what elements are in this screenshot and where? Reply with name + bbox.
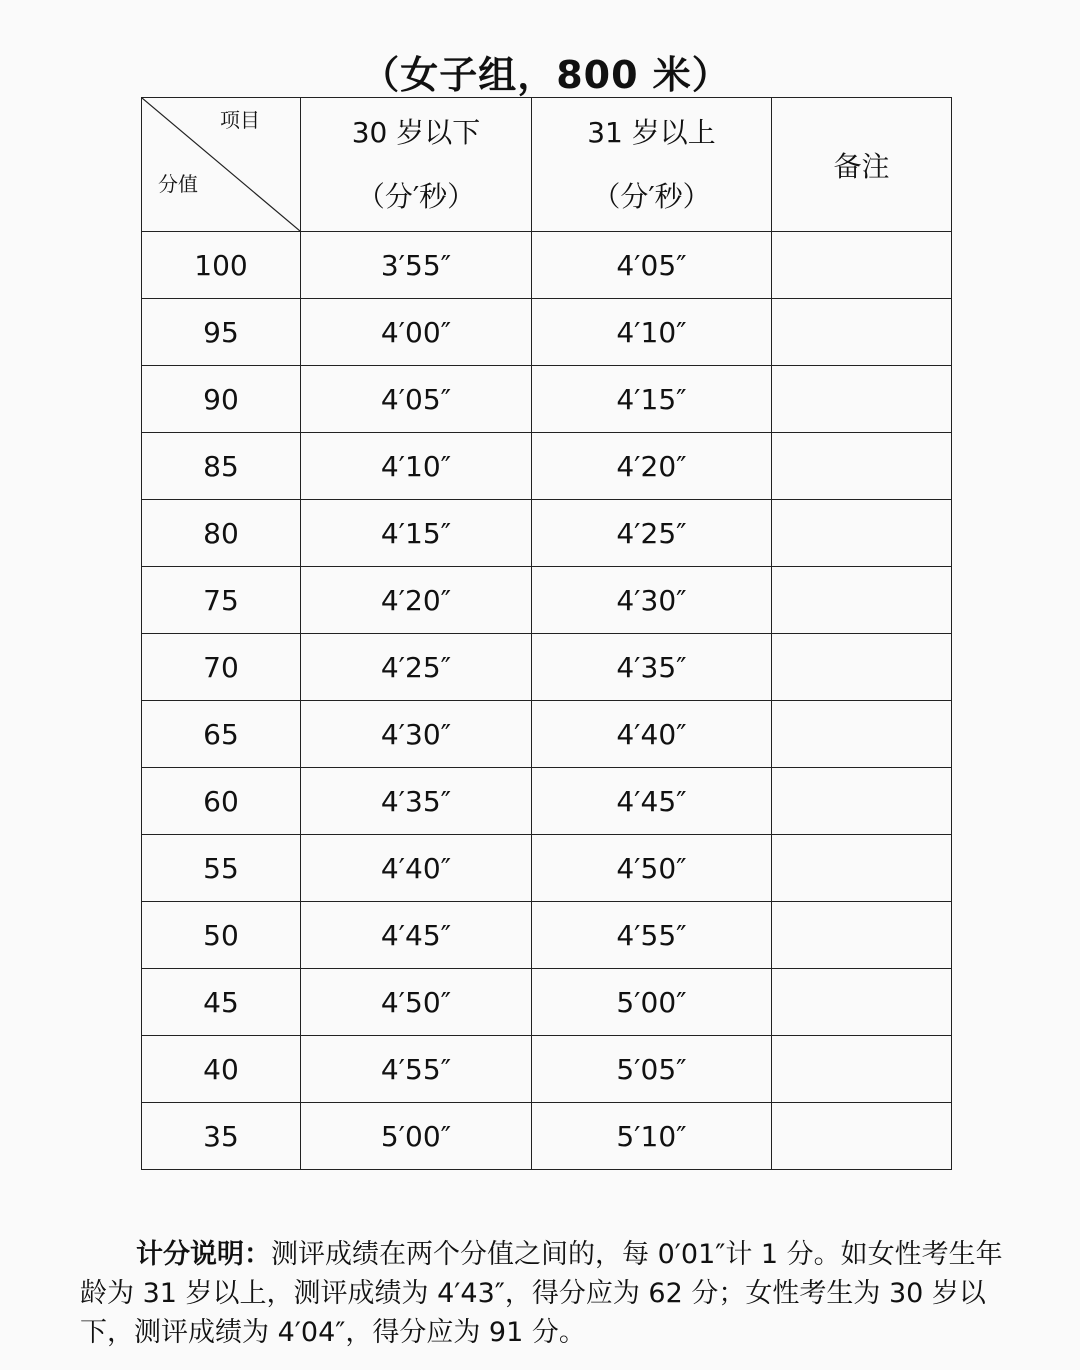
column-header-under30-title: 30 岁以下 xyxy=(351,115,481,149)
under30-time-cell: 4′10″ xyxy=(301,433,532,500)
column-header-over31 xyxy=(532,98,772,232)
remarks-cell xyxy=(772,1103,952,1170)
score-cell: 80 xyxy=(142,500,301,567)
table-row xyxy=(142,433,952,500)
under30-time-cell: 4′40″ xyxy=(301,835,532,902)
over31-time-cell: 4′55″ xyxy=(532,902,772,969)
under30-time-cell: 4′35″ xyxy=(301,768,532,835)
page-title: （女子组，800 米） xyxy=(361,53,731,97)
scoring-note-label: 计分说明： xyxy=(136,1239,271,1270)
over31-time-cell: 4′20″ xyxy=(532,433,772,500)
over31-time-cell: 5′00″ xyxy=(532,969,772,1036)
table-header-row xyxy=(142,98,952,232)
column-header-under30 xyxy=(301,98,532,232)
remarks-cell xyxy=(772,701,952,768)
score-cell: 85 xyxy=(142,433,301,500)
scoring-note-text: 测评成绩在两个分值之间的，每 0′01″计 1 分。如女性考生年龄为 31 岁以上，测评成绩为 4′43″，得分应为 62 分；女性考生为 30 岁以下，测评成绩为 4′04″，得分应为 91 分。 xyxy=(80,1239,1003,1348)
under30-time-cell: 4′05″ xyxy=(301,366,532,433)
table-row xyxy=(142,902,952,969)
score-cell: 70 xyxy=(142,634,301,701)
over31-time-cell: 4′25″ xyxy=(532,500,772,567)
table-row xyxy=(142,366,952,433)
table-row xyxy=(142,299,952,366)
score-cell: 90 xyxy=(142,366,301,433)
over31-time-cell: 5′05″ xyxy=(532,1036,772,1103)
corner-label-item: 项目 xyxy=(220,108,260,132)
table-row xyxy=(142,634,952,701)
under30-time-cell: 4′15″ xyxy=(301,500,532,567)
table-row xyxy=(142,969,952,1036)
score-cell: 100 xyxy=(142,232,301,299)
under30-time-cell: 4′30″ xyxy=(301,701,532,768)
column-header-over31-title: 31 岁以上 xyxy=(587,115,716,149)
under30-time-cell: 4′25″ xyxy=(301,634,532,701)
score-cell: 60 xyxy=(142,768,301,835)
over31-time-cell: 4′40″ xyxy=(532,701,772,768)
corner-label-score: 分值 xyxy=(158,172,198,196)
remarks-cell xyxy=(772,969,952,1036)
table-row xyxy=(142,701,952,768)
remarks-cell xyxy=(772,902,952,969)
remarks-cell xyxy=(772,835,952,902)
under30-time-cell: 4′50″ xyxy=(301,969,532,1036)
column-header-under30-unit: （分′秒） xyxy=(356,179,476,213)
over31-time-cell: 4′15″ xyxy=(532,366,772,433)
score-cell: 50 xyxy=(142,902,301,969)
over31-time-cell: 4′35″ xyxy=(532,634,772,701)
under30-time-cell: 4′20″ xyxy=(301,567,532,634)
score-cell: 45 xyxy=(142,969,301,1036)
table-row xyxy=(142,567,952,634)
score-cell: 65 xyxy=(142,701,301,768)
score-cell: 35 xyxy=(142,1103,301,1170)
under30-time-cell: 4′45″ xyxy=(301,902,532,969)
remarks-cell xyxy=(772,366,952,433)
score-cell: 55 xyxy=(142,835,301,902)
over31-time-cell: 4′50″ xyxy=(532,835,772,902)
column-header-over31-unit: （分′秒） xyxy=(592,179,711,213)
over31-time-cell: 4′45″ xyxy=(532,768,772,835)
remarks-cell xyxy=(772,500,952,567)
score-cell: 40 xyxy=(142,1036,301,1103)
under30-time-cell: 5′00″ xyxy=(301,1103,532,1170)
remarks-cell xyxy=(772,634,952,701)
table-row xyxy=(142,500,952,567)
column-header-remarks-title: 备注 xyxy=(833,149,890,183)
score-table xyxy=(141,97,952,1170)
under30-time-cell: 3′55″ xyxy=(301,232,532,299)
table-row xyxy=(142,232,952,299)
remarks-cell xyxy=(772,768,952,835)
under30-time-cell: 4′00″ xyxy=(301,299,532,366)
table-row xyxy=(142,768,952,835)
remarks-cell xyxy=(772,433,952,500)
over31-time-cell: 4′30″ xyxy=(532,567,772,634)
score-cell: 75 xyxy=(142,567,301,634)
column-header-remarks xyxy=(772,98,952,232)
over31-time-cell: 4′10″ xyxy=(532,299,772,366)
remarks-cell xyxy=(772,232,952,299)
under30-time-cell: 4′55″ xyxy=(301,1036,532,1103)
table-row xyxy=(142,1103,952,1170)
table-row xyxy=(142,1036,952,1103)
score-cell: 95 xyxy=(142,299,301,366)
remarks-cell xyxy=(772,1036,952,1103)
scoring-note xyxy=(80,1235,1020,1352)
corner-header-cell xyxy=(142,98,301,232)
table-row xyxy=(142,835,952,902)
remarks-cell xyxy=(772,299,952,366)
over31-time-cell: 5′10″ xyxy=(532,1103,772,1170)
remarks-cell xyxy=(772,567,952,634)
over31-time-cell: 4′05″ xyxy=(532,232,772,299)
